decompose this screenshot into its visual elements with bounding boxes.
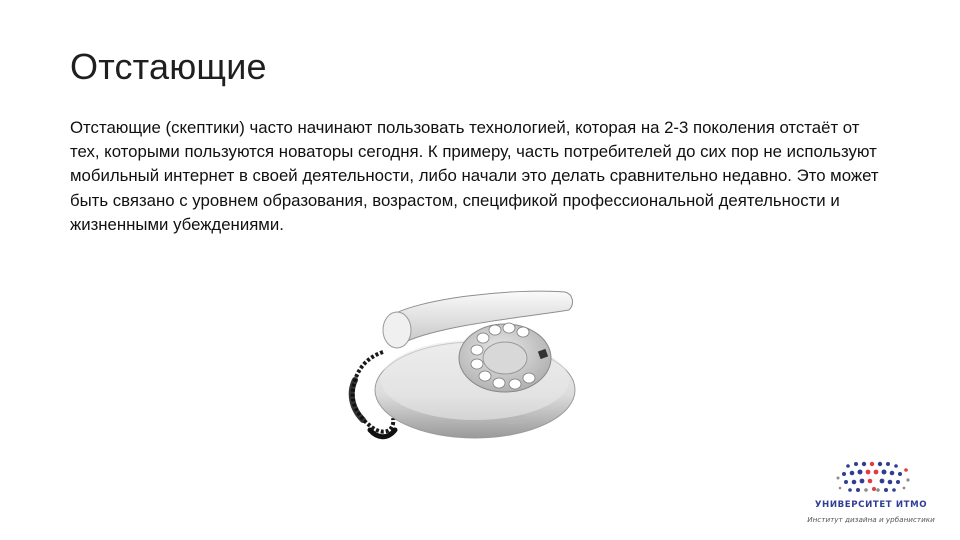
logo-institute-subtitle: Институт дизайна и урбанистики [807, 515, 935, 524]
slide-body-text: Отстающие (скептики) часто начинают пользовать технологией, которая на 2-3 поколения отстаёт от тех, которыми пользуются новаторы сегодня. К примеру, часть потребителей до сих пор не используют мобильный интернет в своей деятельности, либо начали это делать сравнительно недавно. Это может быть связано с уровнем образования, возрастом, спецификой профессиональной деятельности и жизненными убеждениями. [70, 118, 879, 234]
slide-title: Отстающие [70, 46, 267, 87]
logo-university-name: УНИВЕРСИТЕТ ИТМО [814, 500, 928, 510]
itmo-university-logo [796, 458, 946, 534]
rotary-telephone-icon [325, 280, 585, 450]
dots-logo-icon [834, 458, 914, 498]
